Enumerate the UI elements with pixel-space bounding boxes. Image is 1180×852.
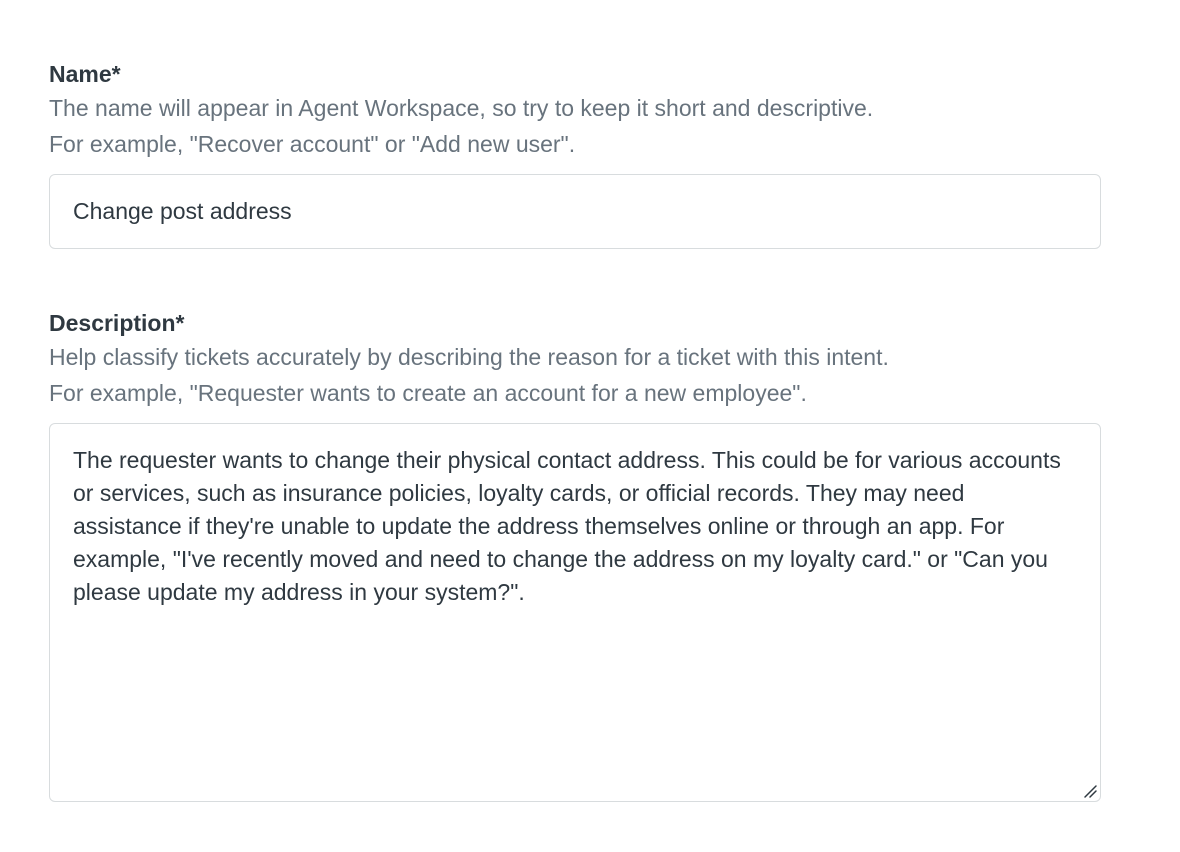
description-hint xyxy=(49,339,1101,411)
name-field-group xyxy=(49,58,1101,249)
description-hint-line-2: For example, "Requester wants to create an account for a new employee". xyxy=(49,380,807,406)
description-label: Description* xyxy=(49,310,185,336)
description-field-group xyxy=(49,307,1101,802)
description-textarea-wrapper xyxy=(49,423,1101,802)
name-hint-line-1: The name will appear in Agent Workspace, so try to keep it short and descriptive. xyxy=(49,95,874,121)
name-hint-line-2: For example, "Recover account" or "Add new user". xyxy=(49,131,576,157)
name-hint xyxy=(49,90,1101,162)
name-input[interactable] xyxy=(49,174,1101,249)
description-textarea[interactable] xyxy=(49,423,1101,802)
description-hint-line-1: Help classify tickets accurately by describing the reason for a ticket with this intent. xyxy=(49,344,889,370)
name-label: Name* xyxy=(49,61,121,87)
intent-form xyxy=(49,58,1101,802)
resize-handle-icon[interactable] xyxy=(1082,783,1098,799)
